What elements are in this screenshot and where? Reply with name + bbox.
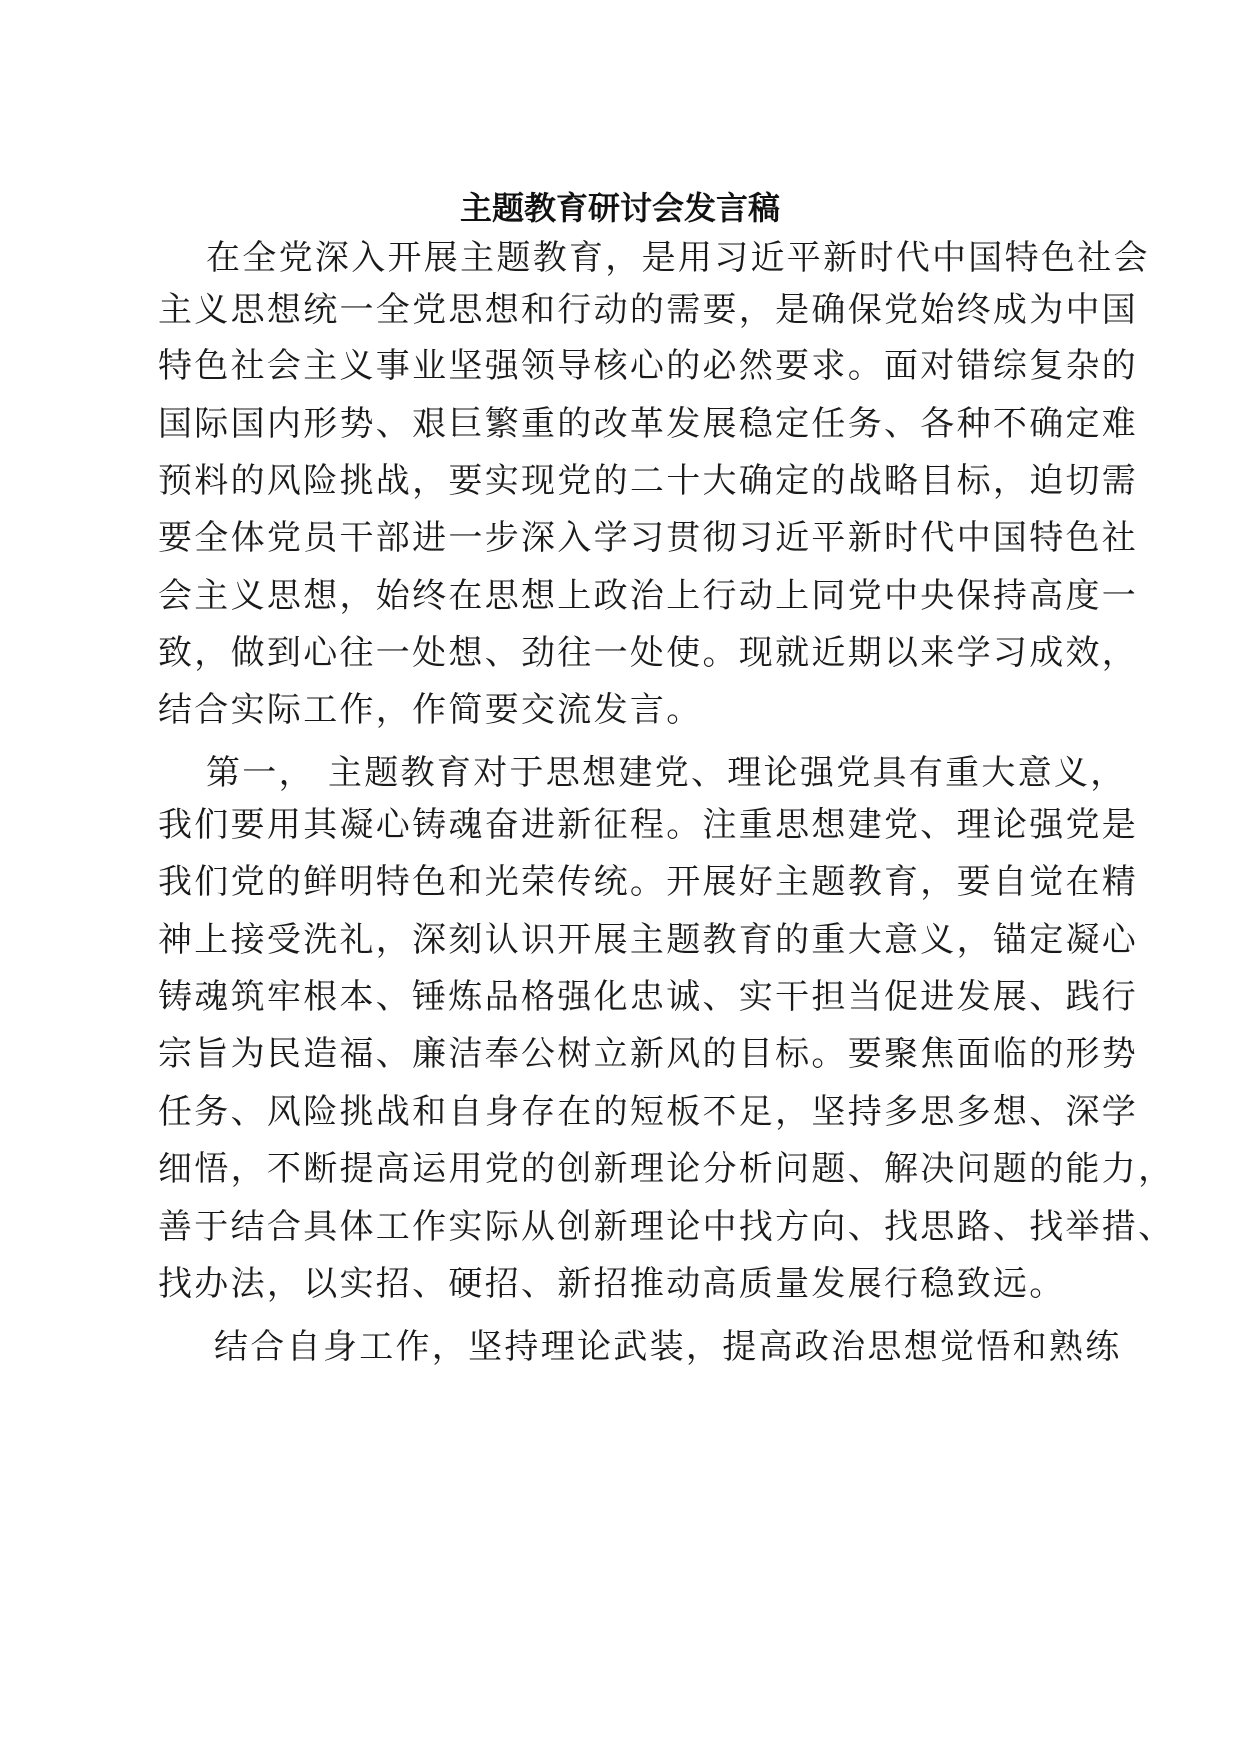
paragraph-line: 铸魂筑牢根本、锤炼品格强化忠诚、实干担当促进发展、践行 (158, 977, 1139, 1017)
paragraph-line: 会主义思想，始终在思想上政治上行动上同党中央保持高度一 (158, 576, 1139, 616)
paragraph-line: 细悟，不断提高运用党的创新理论分析问题、解决问题的能力， (158, 1149, 1175, 1189)
paragraph-line: 任务、风险挑战和自身存在的短板不足，坚持多思多想、深学 (158, 1092, 1139, 1132)
paragraph-line: 善于结合具体工作实际从创新理论中找方向、找思路、找举措、 (158, 1207, 1175, 1247)
paragraph-line: 第一， 主题教育对于思想建党、理论强党具有重大意义， (206, 753, 1127, 793)
paragraph-line: 主义思想统一全党思想和行动的需要，是确保党始终成为中国 (158, 290, 1139, 330)
paragraph-line: 找办法，以实招、硬招、新招推动高质量发展行稳致远。 (158, 1264, 1066, 1304)
paragraph-line: 在全党深入开展主题教育，是用习近平新时代中国特色社会 (206, 238, 1150, 278)
paragraph-line: 结合实际工作，作简要交流发言。 (158, 690, 703, 730)
paragraph-line: 结合自身工作，坚持理论武装，提高政治思想觉悟和熟练 (214, 1327, 1122, 1367)
paragraph-line: 预料的风险挑战，要实现党的二十大确定的战略目标，迫切需 (158, 461, 1139, 501)
paragraph-line: 神上接受洗礼，深刻认识开展主题教育的重大意义，锚定凝心 (158, 920, 1139, 960)
paragraph-line: 要全体党员干部进一步深入学习贯彻习近平新时代中国特色社 (158, 518, 1139, 558)
document-title: 主题教育研讨会发言稿 (459, 189, 780, 227)
paragraph-line: 国际国内形势、艰巨繁重的改革发展稳定任务、各种不确定难 (158, 404, 1139, 444)
paragraph-line: 宗旨为民造福、廉洁奉公树立新风的目标。要聚焦面临的形势 (158, 1034, 1139, 1074)
paragraph-line: 致，做到心往一处想、劲往一处使。现就近期以来学习成效， (158, 633, 1139, 673)
paragraph-line: 特色社会主义事业坚强领导核心的必然要求。面对错综复杂的 (158, 346, 1139, 386)
paragraph-line: 我们要用其凝心铸魂奋进新征程。注重思想建党、理论强党是 (158, 805, 1139, 845)
paragraph-line: 我们党的鲜明特色和光荣传统。开展好主题教育，要自觉在精 (158, 862, 1139, 902)
